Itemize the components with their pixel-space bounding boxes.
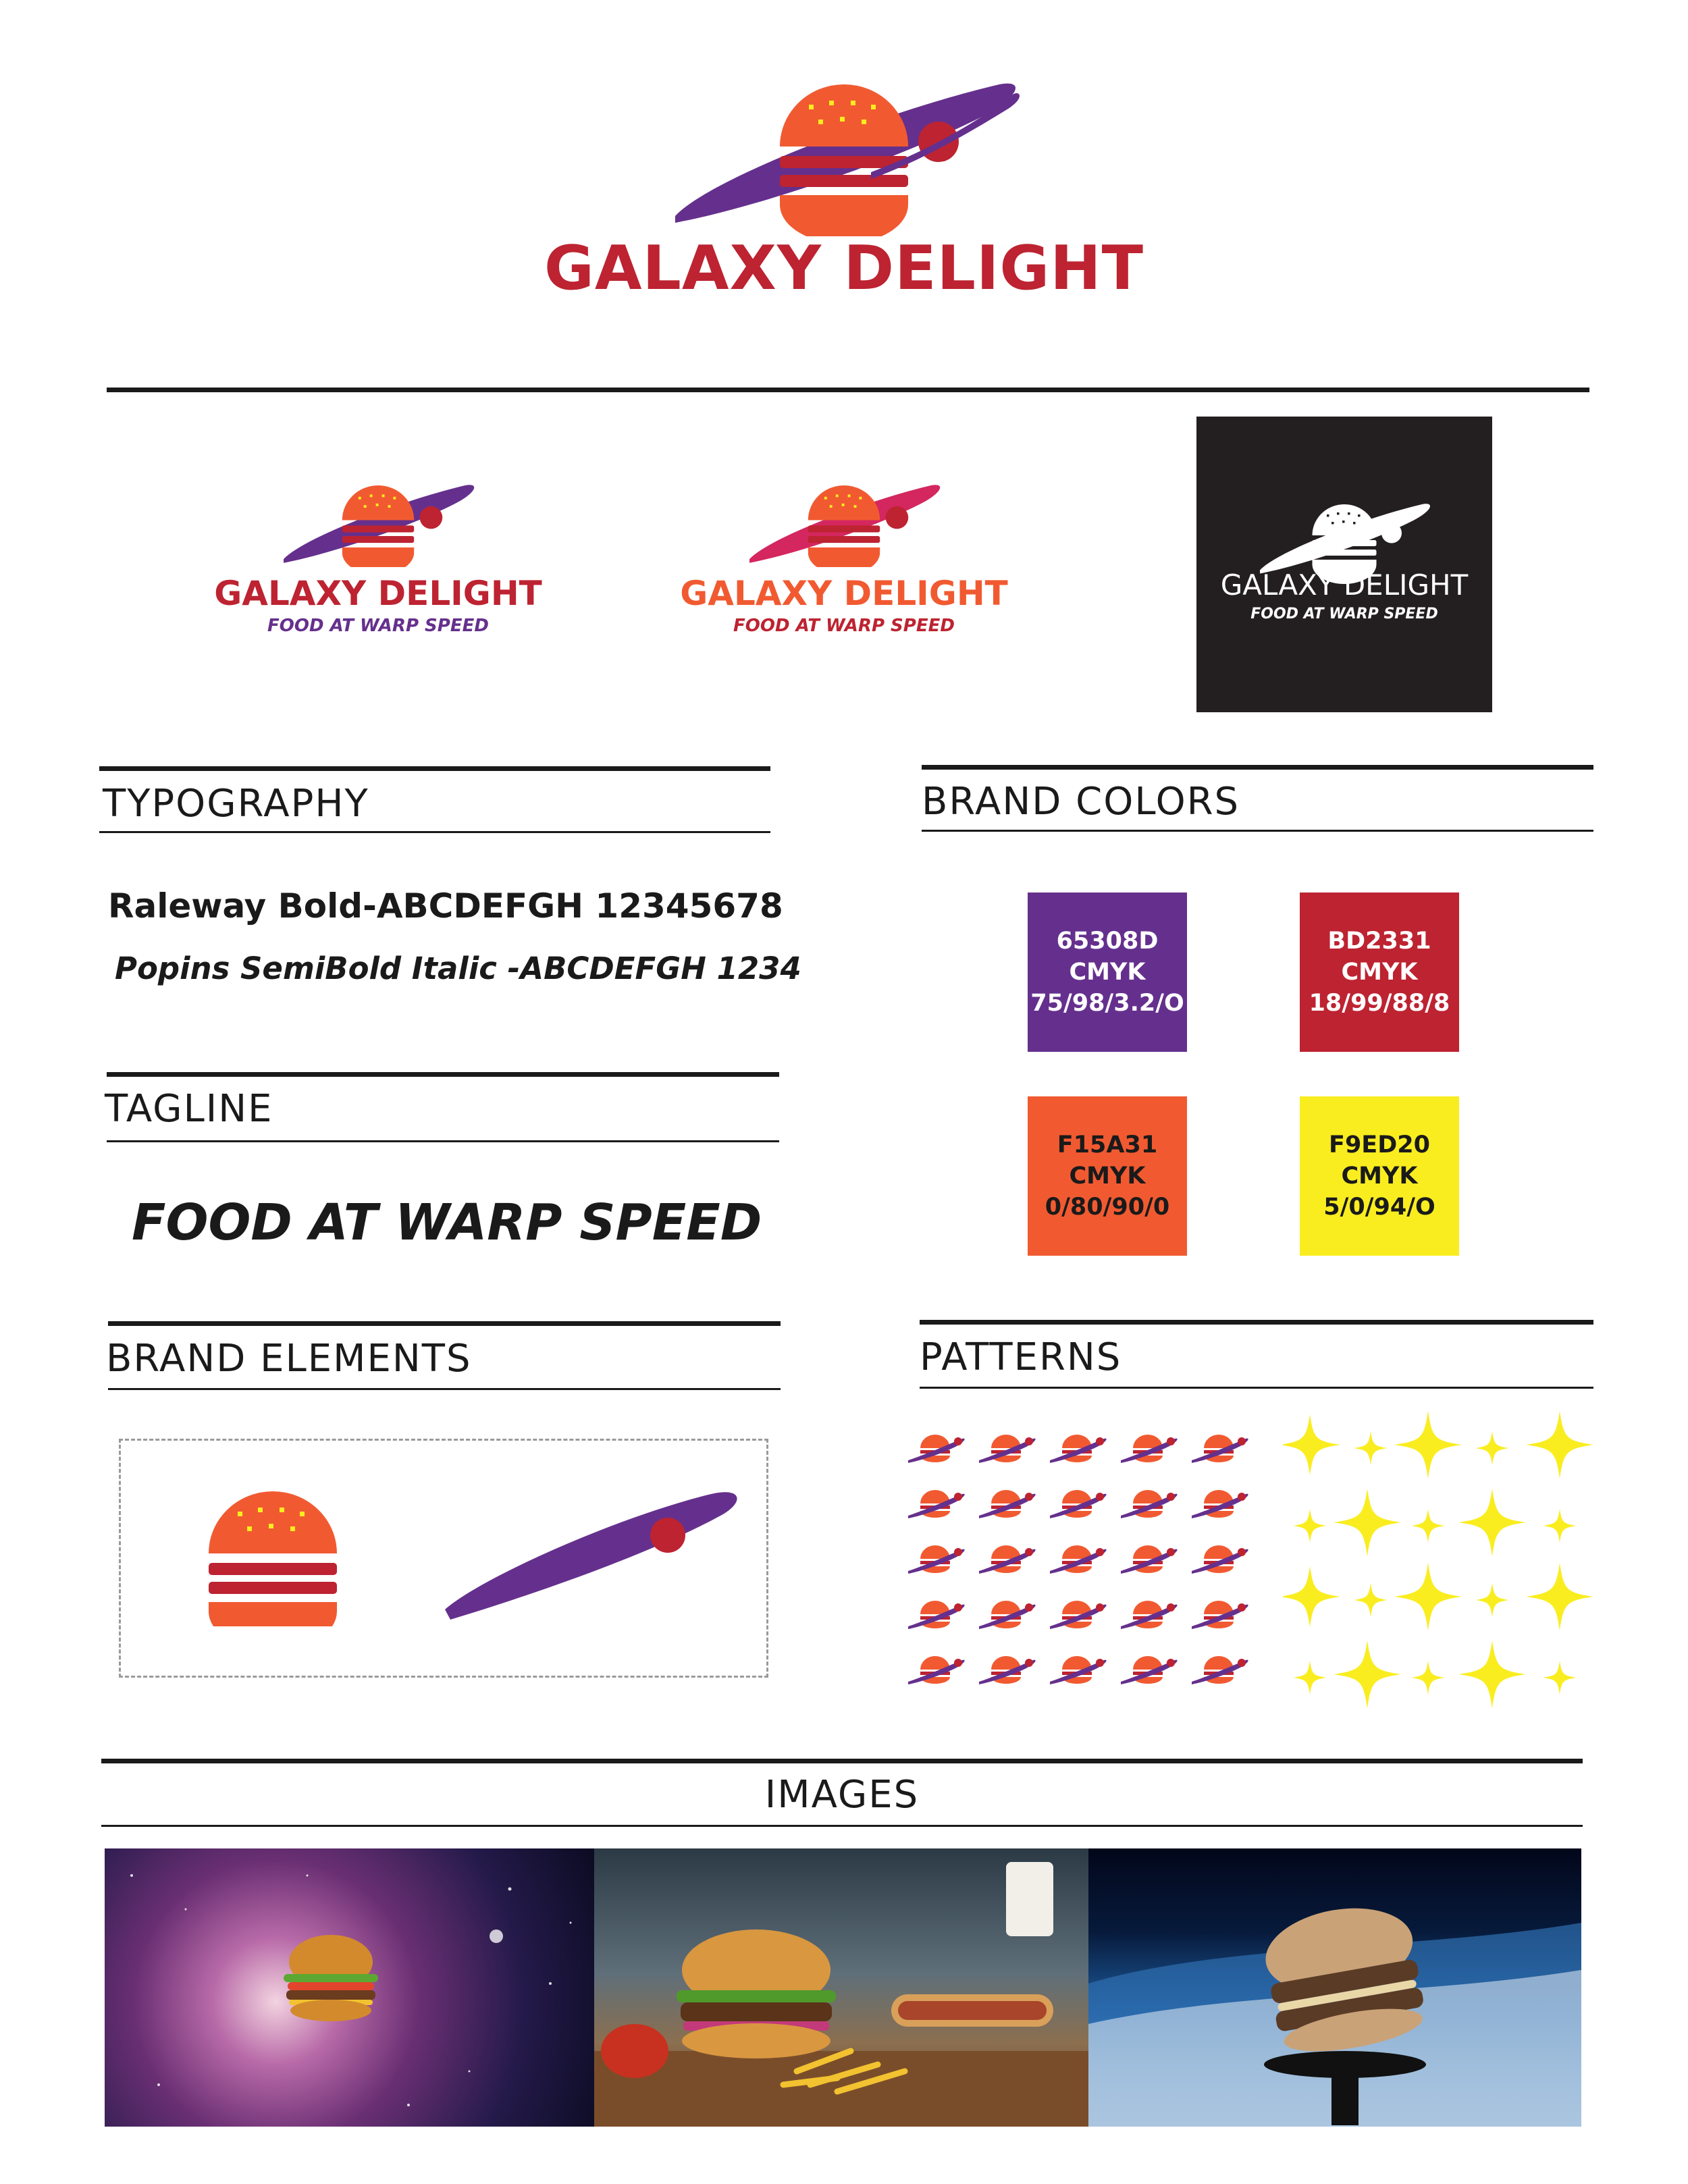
swatch-cmyk-value: 5/0/94/O — [1323, 1194, 1435, 1221]
orbit-ring-icon — [438, 1478, 749, 1626]
patterns-rule-top — [920, 1320, 1593, 1325]
typography-rule-top — [99, 766, 770, 771]
swatch-cmyk-label: CMYK — [1069, 1163, 1146, 1190]
logo-variant-3-name: GALAXY DELIGHT — [1220, 568, 1469, 602]
swatch-hex: F9ED20 — [1329, 1131, 1430, 1158]
brand-elements-frame — [119, 1439, 768, 1678]
color-swatch-red — [1300, 893, 1459, 1052]
images-rule-bottom — [101, 1825, 1583, 1827]
typography-sample-1: Raleway Bold-ABCDEFGH 12345678 — [108, 886, 783, 926]
logo-variant-1 — [209, 473, 547, 648]
logo-variant-2-tagline: FOOD AT WARP SPEED — [733, 616, 955, 636]
burger-planet-pattern — [905, 1421, 1283, 1718]
swatch-cmyk-label: CMYK — [1069, 959, 1146, 986]
logo-variant-3-black-panel — [1196, 417, 1492, 712]
burger-planet-logo-icon — [662, 74, 1026, 236]
brand-elements-rule-bottom — [108, 1388, 781, 1390]
typography-sample-2: Popins SemiBold Italic -ABCDEFGH 1234 — [115, 951, 801, 986]
swatch-hex: F15A31 — [1057, 1131, 1158, 1158]
brand-colors-rule-bottom — [922, 830, 1593, 832]
swatch-hex: BD2331 — [1327, 928, 1431, 955]
burger-icon — [195, 1491, 350, 1626]
patterns-rule-bottom — [920, 1387, 1593, 1389]
brand-colors-heading: BRAND COLORS — [922, 780, 1240, 824]
typography-rule-bottom — [99, 831, 770, 833]
burger-in-galaxy-photo — [105, 1848, 594, 2127]
patterns-heading: PATTERNS — [920, 1335, 1122, 1379]
swatch-cmyk-value: 75/98/3.2/O — [1030, 990, 1184, 1017]
tagline-rule-bottom — [107, 1140, 779, 1142]
images-heading: IMAGES — [764, 1773, 920, 1817]
color-swatch-yellow — [1300, 1096, 1459, 1256]
typography-heading: TYPOGRAPHY — [103, 782, 369, 826]
logo-variant-2-name: GALAXY DELIGHT — [680, 574, 1008, 613]
logo-variant-1-name: GALAXY DELIGHT — [214, 574, 542, 613]
burger-meal-illustration-icon — [594, 1848, 1088, 2127]
images-rule-top — [101, 1759, 1583, 1763]
burger-meal-table-photo — [594, 1848, 1088, 2127]
space-burger-illustration-icon — [1088, 1848, 1581, 2127]
brand-elements-rule-top — [108, 1321, 781, 1326]
swatch-cmyk-value: 0/80/90/0 — [1045, 1194, 1170, 1221]
pattern-grid — [908, 1435, 1248, 1684]
color-swatch-orange — [1028, 1096, 1187, 1256]
logo-variant-1-tagline: FOOD AT WARP SPEED — [267, 616, 489, 636]
burger-planet-logo-icon — [675, 473, 1013, 567]
swatch-cmyk-value: 18/99/88/8 — [1309, 990, 1450, 1017]
galaxy-burger-illustration-icon — [105, 1848, 594, 2127]
burger-over-earth-photo — [1088, 1848, 1581, 2127]
main-logo — [662, 74, 1026, 236]
swatch-hex: 65308D — [1056, 928, 1159, 955]
sparkle-star-pattern — [1283, 1411, 1600, 1715]
burger-planet-logo-icon — [209, 473, 547, 567]
tagline-rule-top — [107, 1072, 779, 1077]
brand-elements-heading: BRAND ELEMENTS — [106, 1337, 472, 1381]
logo-variant-3-tagline: FOOD AT WARP SPEED — [1250, 606, 1438, 622]
tagline-heading: TAGLINE — [105, 1087, 273, 1131]
header-divider — [107, 388, 1589, 392]
tagline-text: FOOD AT WARP SPEED — [132, 1194, 762, 1252]
logo-variant-2 — [675, 473, 1013, 648]
swatch-cmyk-label: CMYK — [1341, 1163, 1418, 1190]
brand-colors-rule-top — [922, 765, 1593, 770]
brand-name-title: GALAXY DELIGHT — [544, 233, 1144, 304]
color-swatch-purple — [1028, 893, 1187, 1052]
swatch-cmyk-label: CMYK — [1341, 959, 1418, 986]
